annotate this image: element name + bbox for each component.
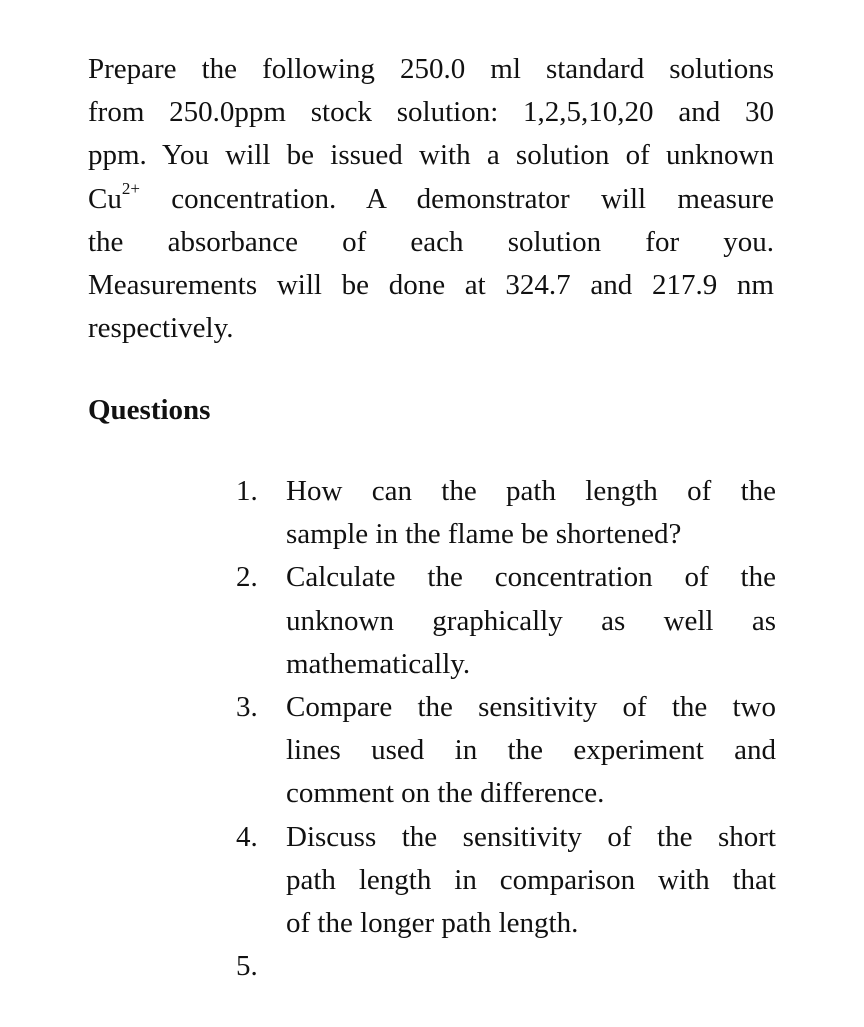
question-item bbox=[236, 556, 776, 686]
question-text bbox=[286, 470, 776, 556]
intro-line-rest: concentration. A demonstrator will measure bbox=[139, 182, 774, 215]
intro-line: from 250.0ppm stock solution: 1,2,5,10,20 and 30 bbox=[88, 96, 774, 129]
questions-list bbox=[236, 470, 776, 988]
question-item bbox=[236, 686, 776, 816]
question-line: Compare the sensitivity of the two bbox=[286, 691, 776, 724]
intro-line-chemical bbox=[88, 178, 774, 221]
question-number: 4. bbox=[236, 820, 258, 853]
question-line: path length in comparison with that bbox=[286, 863, 776, 896]
copper-symbol: Cu bbox=[88, 182, 122, 215]
question-line: Calculate the concentration of the bbox=[286, 561, 776, 594]
question-line: lines used in the experiment and bbox=[286, 734, 776, 767]
question-item bbox=[236, 470, 776, 556]
question-text bbox=[286, 816, 776, 946]
question-line: comment on the difference. bbox=[286, 777, 605, 810]
intro-line: Measurements will be done at 324.7 and 217.9 nm bbox=[88, 269, 774, 302]
question-number: 3. bbox=[236, 691, 258, 724]
question-text bbox=[286, 686, 776, 816]
question-text bbox=[286, 556, 776, 686]
intro-line: ppm. You will be issued with a solution of unknown bbox=[88, 139, 774, 172]
question-line: of the longer path length. bbox=[286, 907, 579, 940]
question-number: 2. bbox=[236, 561, 258, 594]
intro-paragraph bbox=[88, 48, 774, 350]
question-item bbox=[236, 945, 776, 988]
question-item bbox=[236, 816, 776, 946]
question-line: unknown graphically as well as bbox=[286, 604, 776, 637]
question-line: How can the path length of the bbox=[286, 475, 776, 507]
intro-line: the absorbance of each solution for you. bbox=[88, 225, 774, 258]
intro-line: Prepare the following 250.0 ml standard solutions bbox=[88, 53, 774, 85]
questions-heading: Questions bbox=[88, 394, 211, 426]
intro-line: respectively. bbox=[88, 312, 234, 345]
question-number: 5. bbox=[236, 950, 258, 983]
question-line: Discuss the sensitivity of the short bbox=[286, 820, 776, 853]
question-number: 1. bbox=[236, 475, 258, 507]
question-text bbox=[286, 950, 293, 982]
question-line: mathematically. bbox=[286, 647, 471, 680]
question-line: sample in the flame be shortened? bbox=[286, 518, 682, 551]
charge-superscript: 2+ bbox=[121, 178, 140, 198]
